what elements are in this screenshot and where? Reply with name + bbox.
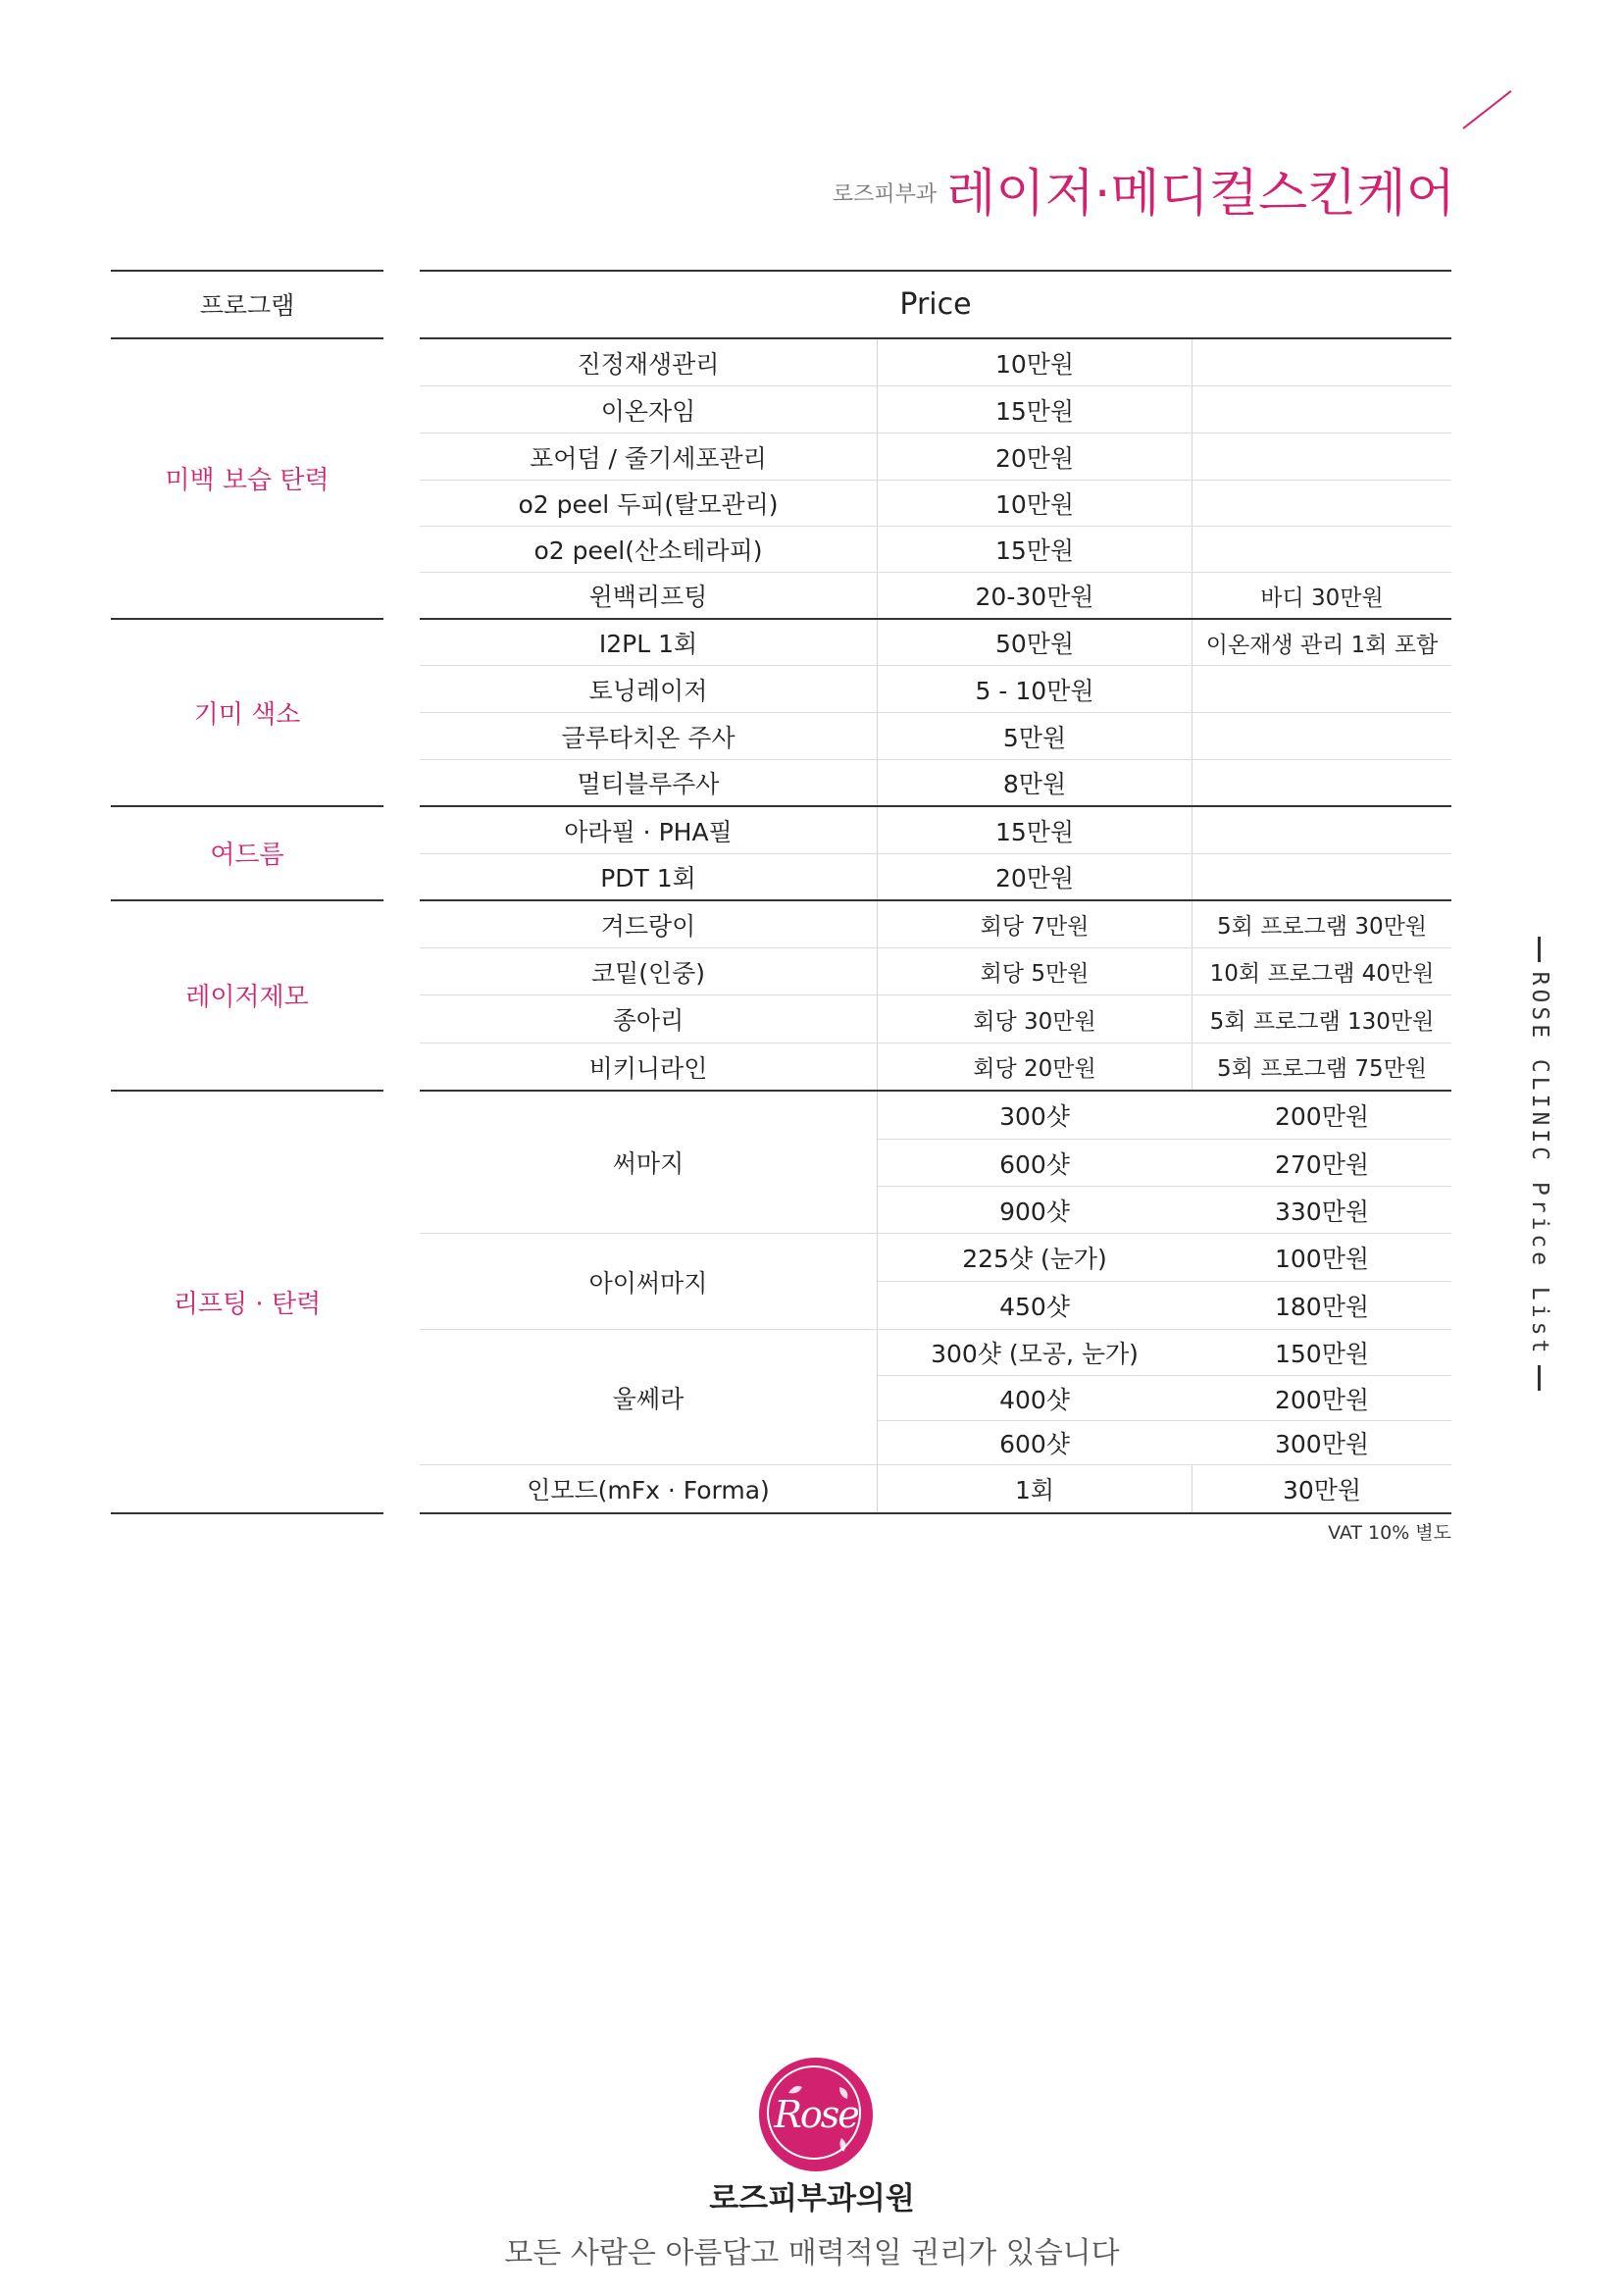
row-price: 10만원 [994, 349, 1075, 379]
lifting-shots: 600샷 [999, 1430, 1070, 1458]
row-price: 5 - 10만원 [975, 676, 1094, 705]
category-lifting: 리프팅 · 탄력 [173, 1289, 322, 1319]
row-treatment: I2PL 1회 [598, 630, 698, 658]
row-price: 15만원 [994, 396, 1075, 426]
vat-note: VAT 10% 별도 [1328, 1522, 1451, 1544]
row-price: 8만원 [1002, 770, 1067, 798]
category-whitening: 미백 보습 탄력 [165, 466, 330, 495]
row-price: 15만원 [994, 536, 1075, 565]
row-note: 이온재생 관리 1회 포함 [1205, 632, 1439, 658]
lifting-price: 200만원 [1274, 1385, 1370, 1414]
side-label-bar [1538, 937, 1541, 962]
row-price: 회당 7만원 [980, 914, 1090, 940]
lifting-shots: 450샷 [999, 1293, 1070, 1321]
row-treatment: 토닝레이저 [588, 676, 708, 705]
row-price: 20-30만원 [975, 583, 1094, 611]
row-note [1193, 713, 1451, 759]
side-label: ROSE CLINIC Price List [1527, 971, 1552, 1357]
row-note [1193, 527, 1451, 572]
row-note: 5회 프로그램 130만원 [1209, 1008, 1435, 1035]
lifting-price: 100만원 [1274, 1245, 1370, 1273]
tagline: 모든 사람은 아름답고 매력적일 권리가 있습니다 [504, 2236, 1120, 2270]
page-title: 레이저·메디컬스킨케어 [946, 165, 1455, 224]
program-bottom-rule [111, 1512, 383, 1514]
lifting-shots: 300샷 [999, 1102, 1070, 1131]
row-note [1193, 666, 1451, 712]
lifting-price: 200만원 [1274, 1102, 1370, 1131]
row-price: 회당 20만원 [973, 1056, 1096, 1082]
row-treatment: 멀티블루주사 [577, 770, 720, 798]
row-treatment: 아라필 · PHA필 [564, 817, 733, 846]
price-header: Price [899, 286, 972, 322]
row-note [1193, 481, 1451, 526]
lifting-price: 180만원 [1274, 1293, 1370, 1321]
row-treatment: 진정재생관리 [577, 349, 720, 379]
row-note [1193, 854, 1451, 899]
lifting-group-name: 울쎄라 [612, 1384, 685, 1413]
lifting-shots: 600샷 [999, 1149, 1070, 1179]
row-note [1193, 760, 1451, 805]
row-treatment: o2 peel 두피(탈모관리) [518, 490, 779, 519]
row-treatment: 포어덤 / 줄기세포관리 [530, 443, 767, 473]
clinic-name: 로즈피부과의원 [709, 2181, 915, 2217]
row-treatment: 윈백리프팅 [588, 583, 708, 611]
lifting-price: 150만원 [1274, 1340, 1370, 1368]
header-slash-decoration [1462, 90, 1511, 129]
row-treatment: PDT 1회 [600, 864, 696, 892]
price-bottom-rule [420, 1512, 1451, 1514]
lifting-group-name: 아이써마지 [588, 1268, 708, 1298]
category-laser-hair-removal: 레이저제모 [185, 983, 309, 1012]
lifting-price: 330만원 [1274, 1197, 1370, 1226]
rose-logo [759, 2058, 873, 2171]
lifting-price: 270만원 [1274, 1149, 1370, 1179]
row-price: 10만원 [994, 490, 1075, 519]
page-header [833, 147, 1455, 226]
category-pigmentation: 기미 색소 [193, 699, 301, 730]
row-note [1193, 807, 1451, 853]
row-price: 20만원 [994, 864, 1075, 892]
lifting-shots: 1회 [1014, 1476, 1055, 1504]
lifting-group-name: 써마지 [612, 1149, 685, 1178]
row-price: 20만원 [994, 443, 1075, 473]
category-acne: 여드름 [210, 841, 284, 870]
row-note: 10회 프로그램 40만원 [1209, 961, 1435, 987]
row-note [1193, 386, 1451, 433]
row-note: 5회 프로그램 30만원 [1216, 914, 1428, 940]
row-note [1193, 339, 1451, 385]
lifting-shots: 900샷 [999, 1197, 1070, 1226]
row-treatment: 코밑(인중) [590, 958, 706, 988]
row-treatment: 겨드랑이 [600, 911, 696, 941]
logo-text: Rose [774, 2093, 858, 2136]
program-header: 프로그램 [199, 291, 295, 320]
row-price: 회당 5만원 [980, 961, 1090, 987]
lifting-shots: 300샷 (모공, 눈가) [931, 1340, 1139, 1368]
row-note: 5회 프로그램 75만원 [1216, 1056, 1428, 1082]
row-treatment: 종아리 [612, 1006, 685, 1035]
row-price: 회당 30만원 [973, 1008, 1096, 1035]
lifting-shots: 225샷 (눈가) [962, 1245, 1107, 1273]
row-price: 15만원 [994, 817, 1075, 846]
row-treatment: 글루타치온 주사 [561, 723, 736, 752]
row-note: 바디 30만원 [1260, 585, 1384, 611]
lifting-price: 300만원 [1274, 1430, 1370, 1458]
row-price: 50만원 [994, 630, 1075, 658]
row-treatment: 비키니라인 [588, 1053, 708, 1083]
row-note [1193, 433, 1451, 480]
row-treatment: 이온자임 [600, 396, 696, 426]
row-treatment: o2 peel(산소테라피) [533, 536, 763, 565]
row-price: 5만원 [1002, 723, 1067, 752]
lifting-shots: 400샷 [999, 1385, 1070, 1414]
lifting-price: 30만원 [1282, 1476, 1362, 1504]
lifting-group-name: 인모드(mFx · Forma) [527, 1476, 770, 1504]
header-clinic-label: 로즈피부과 [832, 182, 938, 207]
side-label-bar [1538, 1365, 1541, 1391]
